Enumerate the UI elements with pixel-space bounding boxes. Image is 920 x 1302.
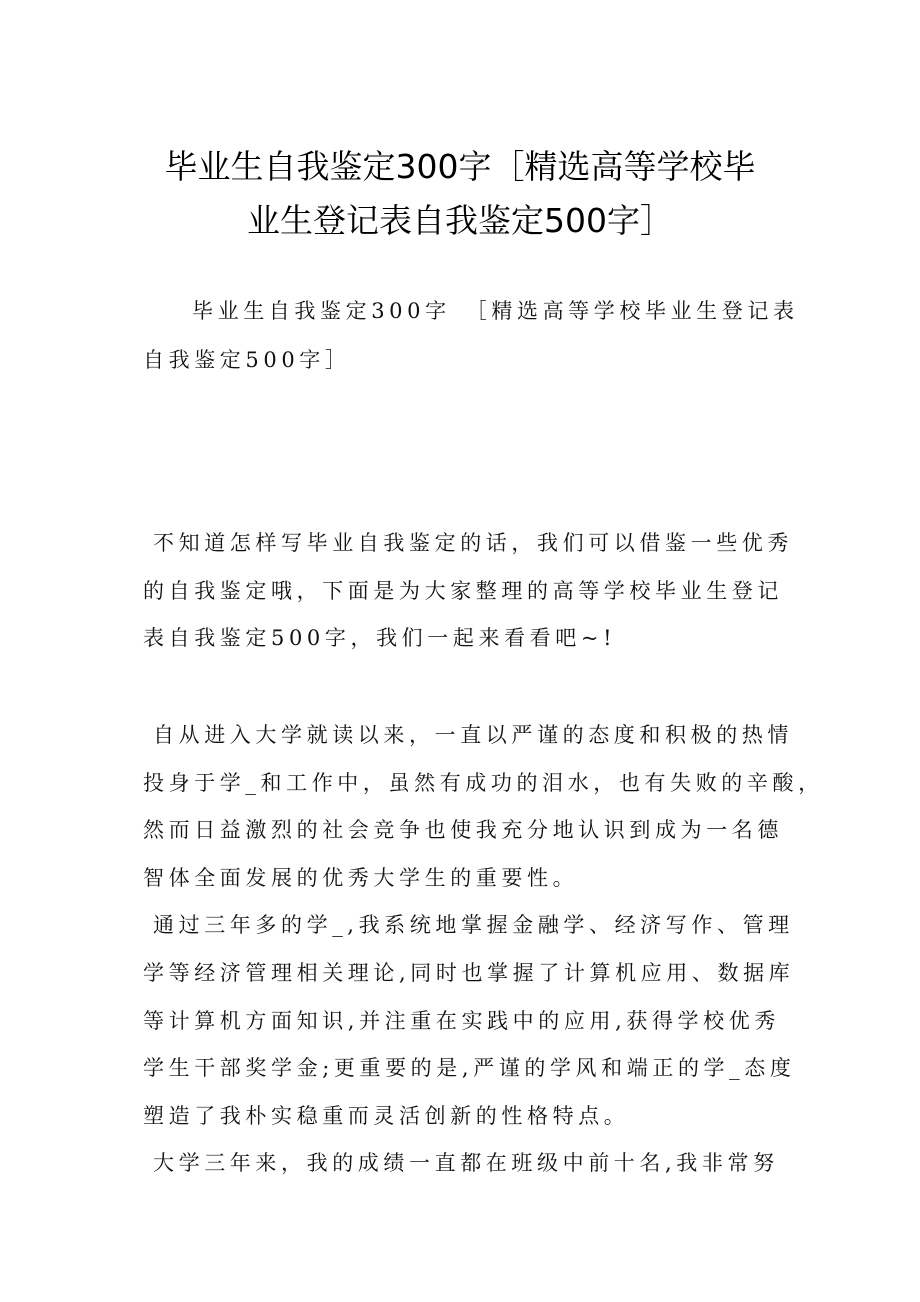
subtitle-line: 自我鉴定500字］ — [143, 348, 351, 372]
paragraph-line: 大学三年来，我的成绩一直都在班级中前十名,我非常努 — [153, 1151, 779, 1175]
paragraph-line: 自从进入大学就读以来，一直以严谨的态度和积极的热情 — [153, 723, 793, 747]
paragraph-line: 塑造了我朴实稳重而灵活创新的性格特点。 — [143, 1103, 630, 1128]
document-title — [140, 140, 780, 248]
title-line: 业生登记表自我鉴定500字］ — [247, 201, 673, 240]
paragraph-line: 投身于学_和工作中，虽然有成功的泪水，也有失败的辛酸， — [143, 770, 824, 795]
intro-paragraph — [143, 520, 793, 663]
subtitle-line: 毕业生自我鉴定300字 ［精选高等学校毕业生登记表 — [192, 299, 799, 323]
paragraph-line: 智体全面发展的优秀大学生的重要性。 — [143, 865, 579, 890]
paragraph-line: 学生干部奖学金;更重要的是,严谨的学风和端正的学_态度 — [143, 1056, 796, 1081]
paragraph-line: 学等经济管理相关理论,同时也掌握了计算机应用、数据库 — [143, 960, 795, 985]
subtitle-block — [143, 287, 799, 385]
title-line: 毕业生自我鉴定300字［精选高等学校毕 — [164, 147, 756, 186]
paragraph-line: 通过三年多的学_,我系统地掌握金融学、经济写作、管理 — [153, 913, 794, 938]
self-assessment-paragraph — [143, 712, 824, 1140]
paragraph-line: 然而日益激烈的社会竞争也使我充分地认识到成为一名德 — [143, 818, 783, 843]
grades-paragraph — [143, 1140, 793, 1188]
paragraph-line: 的自我鉴定哦，下面是为大家整理的高等学校毕业生登记 — [143, 578, 783, 603]
paragraph-line: 表自我鉴定500字，我们一起来看看吧~! — [143, 626, 617, 651]
paragraph-line: 等计算机方面知识,并注重在实践中的应用,获得学校优秀 — [143, 1008, 780, 1033]
paragraph-line: 不知道怎样写毕业自我鉴定的话，我们可以借鉴一些优秀 — [153, 531, 793, 555]
